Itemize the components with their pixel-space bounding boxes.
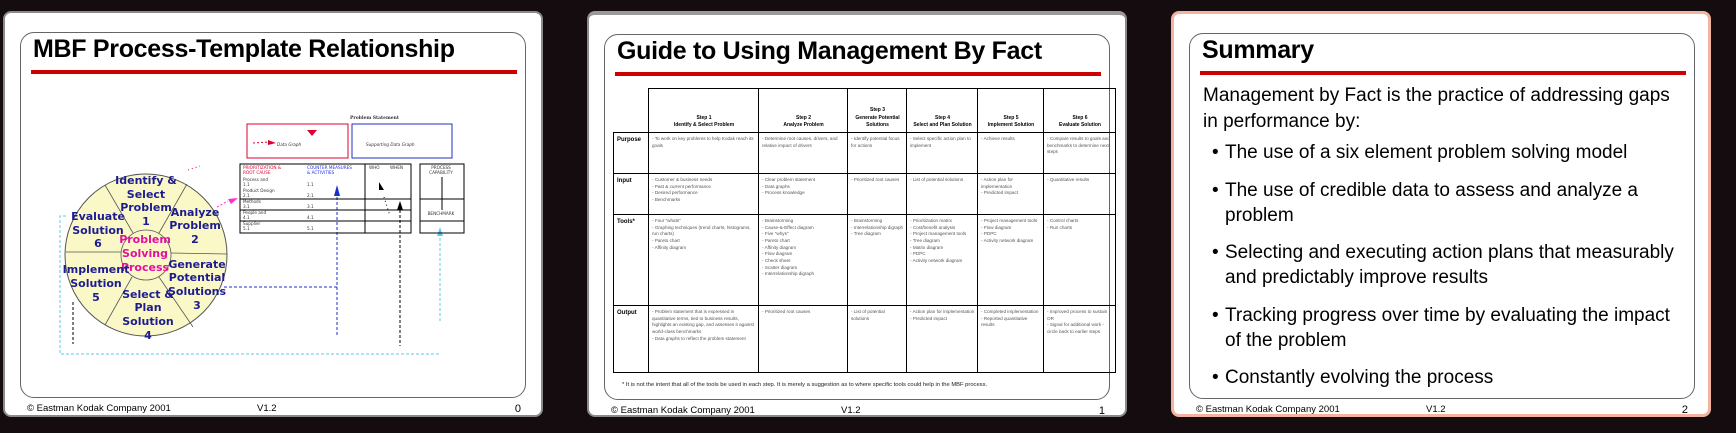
cell-item: - Graphing techniques (trend charts, histograms, run charts): [652, 225, 756, 238]
summary-bullets: [1212, 140, 1690, 403]
table-row: [614, 306, 1116, 373]
cell-item: - Matrix diagram: [910, 245, 975, 252]
table-cell: [907, 133, 978, 174]
row-label: Purpose: [614, 133, 649, 174]
table-cell: [978, 133, 1044, 174]
cell-item: - Process knowledge: [762, 190, 845, 197]
arrow-down-icon: [307, 130, 317, 136]
step-header: [848, 89, 907, 133]
svg-text:PROCESSCAPABILITY: PROCESS CAPABILITY: [429, 165, 453, 175]
cell-item: - Prioritization matrix: [910, 218, 975, 225]
slide-thumbnail-0[interactable]: [3, 11, 543, 417]
table-row: [614, 174, 1116, 215]
slide-thumbnail-2-selected[interactable]: [1171, 11, 1711, 417]
step-header: [907, 89, 978, 133]
cell-item: - Reported quantitative results: [981, 316, 1041, 329]
svg-text:Process and1.1: Process and 1.1: [243, 177, 269, 187]
cell-item: - Project management tools: [981, 218, 1041, 225]
cell-item: - Data graphs to reflect the problem statement: [652, 336, 756, 343]
row-label: Tools*: [614, 215, 649, 306]
table-cell: [649, 215, 759, 306]
cell-item: - Five "whys": [762, 231, 845, 238]
bullet-item: • The use of credible data to assess and analyze a problem: [1212, 179, 1638, 226]
cell-item: - Customer & business needs: [652, 177, 756, 184]
cell-item: - Run charts: [1047, 225, 1113, 232]
mbf-guide-table: [613, 88, 1116, 373]
cell-item: - Cause-&-Effect diagram: [762, 225, 845, 232]
footer-version: V1.2: [1426, 404, 1446, 415]
table-cell: [978, 215, 1044, 306]
header-line: Identify & Select Problem: [673, 121, 735, 128]
footer-copyright: © Eastman Kodak Company 2001: [1196, 404, 1340, 415]
wheel-segment-3: Generate Potential Solutions 3: [167, 258, 227, 312]
cell-item: - Four "whats": [652, 218, 756, 225]
cell-item: - Scatter diagram: [762, 265, 845, 272]
cell-item: - Prioritized root causes: [762, 309, 845, 316]
summary-intro: Management by Fact is the practice of addressing gaps in performance by:: [1203, 85, 1670, 132]
cell-item: - Past & current performance: [652, 184, 756, 191]
step-header: [978, 89, 1044, 133]
header-line: Step 6: [1072, 114, 1088, 121]
table-cell: [848, 306, 907, 373]
cell-item: - Interrelationship digraph: [762, 271, 845, 278]
arrow-up-icon: [437, 227, 443, 236]
svg-text:Data Graph: Data Graph: [277, 142, 302, 147]
table-cell: [978, 306, 1044, 373]
cell-item: - Flow diagram: [981, 225, 1041, 232]
cell-item: - PDPC: [981, 231, 1041, 238]
header-line: Analyze Problem: [783, 121, 824, 128]
slide-number: 2: [1681, 404, 1688, 416]
footer-version: V1.2: [257, 403, 277, 414]
cell-item: - Quantitative results: [1047, 177, 1113, 184]
cell-item: - Control charts: [1047, 218, 1113, 225]
svg-text:COUNTER MEASURES& ACTIVITIES: COUNTER MEASURES & ACTIVITIES: [307, 165, 352, 175]
table-cell: [978, 174, 1044, 215]
header-line: Step 4: [934, 114, 950, 121]
slide-number: 1: [1098, 405, 1105, 417]
bullet-item: • Constantly evolving the process: [1212, 367, 1494, 388]
slide-title: Summary: [1202, 36, 1314, 64]
header-line: Generate Potential Solutions: [855, 114, 900, 128]
step-header: [1044, 89, 1116, 133]
row-label: Output: [614, 306, 649, 373]
data-graph-box: [247, 124, 348, 158]
table-cell: [907, 306, 978, 373]
cell-item: - List of potential solutions: [851, 309, 904, 322]
table-cell: [1044, 306, 1116, 373]
svg-text:5.1: 5.1: [307, 226, 314, 231]
cell-item: - Pareto chart: [652, 238, 756, 245]
svg-text:People and4.1: People and 4.1: [243, 210, 267, 220]
svg-text:Product Design2.1: Product Design 2.1: [243, 188, 275, 198]
cell-item: - Action plan for implementation: [910, 309, 975, 316]
cell-item: - Completed implementation: [981, 309, 1041, 316]
table-row: [614, 215, 1116, 306]
cell-item: - Brainstorming: [762, 218, 845, 225]
cell-item: - Problem statement that is expressed in quantitative terms, tied to business results, highlights an existing gap, and assesses it against world-class benchmarks: [652, 309, 756, 336]
cell-item: - Activity network diagram: [981, 238, 1041, 245]
table-cell: [1044, 133, 1116, 174]
title-underline: [615, 72, 1101, 76]
cell-item: - Prioritized root causes: [851, 177, 904, 184]
svg-text:BENCHMARK: BENCHMARK: [427, 211, 455, 216]
cell-item: - Activity network diagram: [910, 258, 975, 265]
arrow-up-icon: [334, 185, 340, 196]
cell-item: - Flow diagram: [762, 251, 845, 258]
countermeasure-connector: [224, 190, 337, 287]
footer-version: V1.2: [841, 405, 861, 416]
table-cell: [1044, 174, 1116, 215]
problem-solving-wheel: [63, 174, 227, 342]
footer-copyright: © Eastman Kodak Company 2001: [27, 403, 171, 414]
wheel-center-label: Problem Solving Process: [119, 233, 171, 274]
table-cell: [759, 174, 848, 215]
svg-text:2.1: 2.1: [307, 193, 314, 198]
cell-item: - Determine root causes, drivers, and relative impact of drivers: [762, 136, 845, 149]
slide-number: 0: [514, 403, 521, 415]
cell-item: - Tree diagram: [851, 231, 904, 238]
table-cell: [848, 133, 907, 174]
header-line: Select and Plan Solution: [913, 121, 972, 128]
cell-item: - PDPC: [910, 251, 975, 258]
table-cell: [1044, 215, 1116, 306]
wheel-segment-2: Analyze Problem 2: [169, 206, 221, 246]
svg-text:Methods3.1: Methods 3.1: [243, 199, 261, 209]
wheel-segment-1: Identify & Select Problem 1: [115, 174, 177, 228]
svg-text:PRIORITIZATION &ROOT CAUSE: PRIORITIZATION & ROOT CAUSE: [243, 165, 282, 175]
bullet-item: • The use of a six element problem solving model: [1212, 142, 1628, 163]
arrow-icon: [379, 182, 384, 190]
svg-text:WHO: WHO: [369, 165, 380, 170]
wheel-segment-5: Implement Solution 5: [62, 263, 130, 304]
cell-item: - Check sheet: [762, 258, 845, 265]
slide-thumbnail-1[interactable]: [587, 11, 1127, 417]
table-cell: [759, 306, 848, 373]
cell-item: - Affinity diagram: [652, 245, 756, 252]
header-line: Step 1: [696, 114, 712, 121]
svg-text:WHEN: WHEN: [390, 165, 404, 170]
cell-item: - Interrelationship digraph: [851, 225, 904, 232]
svg-text:4.1: 4.1: [307, 215, 314, 220]
title-underline: [1200, 71, 1686, 75]
cell-item: - Data graphs: [762, 184, 845, 191]
table-cell: [759, 215, 848, 306]
table-cell: [759, 133, 848, 174]
bullet-item: • Tracking progress over time by evaluating the impact of the problem: [1212, 304, 1670, 351]
table-cell: [907, 215, 978, 306]
table-cell: [848, 215, 907, 306]
cell-item: - Affinity diagram: [762, 245, 845, 252]
slide-title: Guide to Using Management By Fact: [617, 37, 1042, 65]
svg-text:Supporting Data Graph: Supporting Data Graph: [366, 142, 415, 147]
step-header: [649, 89, 759, 133]
table-footnote: * It is not the intent that all of the tools be used in each step. It is merely a suggestion as to where specific tools could help in the MBF process.: [622, 382, 988, 388]
table-cell: [649, 174, 759, 215]
cell-item: - Signal for additional work - circle back to earlier steps: [1047, 322, 1113, 335]
cell-item: - Improved process to sustain OR: [1047, 309, 1113, 322]
cell-item: - Project management tools: [910, 231, 975, 238]
supporting-graph-box: [352, 124, 452, 158]
cell-item: - List of potential solutions: [910, 177, 975, 184]
cell-item: - Brainstorming: [851, 218, 904, 225]
cell-item: - To work on key problems to help Kodak reach its goals: [652, 136, 756, 149]
header-line: Implement Solution: [987, 121, 1035, 128]
cell-item: - Achieve results: [981, 136, 1041, 143]
cell-item: - Identify potential focus for actions: [851, 136, 904, 149]
table-cell: [848, 174, 907, 215]
wheel-segment-4: Select & Plan Solution 4: [122, 288, 174, 342]
table-cell: [907, 174, 978, 215]
cell-item: - Compare results to goals and benchmarks to determine next steps: [1047, 136, 1113, 156]
svg-text:Supplier5.1: Supplier 5.1: [243, 221, 261, 231]
header-line: Step 5: [1003, 114, 1019, 121]
process-template-diagram: [3, 11, 543, 417]
cell-item: - Benchmarks: [652, 197, 756, 204]
cell-item: - Predicted impact: [981, 190, 1041, 197]
cell-item: - Predicted impact: [910, 316, 975, 323]
arrow-right-icon: [228, 198, 238, 204]
svg-text:1.1: 1.1: [307, 182, 314, 187]
cell-item: - Tree diagram: [910, 238, 975, 245]
cell-item: - Desired performance: [652, 190, 756, 197]
slide-title: MBF Process-Template Relationship: [33, 35, 455, 63]
cell-item: - Pareto chart: [762, 238, 845, 245]
problem-template: [240, 115, 464, 233]
table-row: [614, 133, 1116, 174]
svg-text:Problem Statement: Problem Statement: [350, 116, 399, 121]
row-label: Input: [614, 174, 649, 215]
bullet-item: • Selecting and executing action plans that measurably and predictably improve results: [1212, 242, 1674, 288]
svg-text:3.1: 3.1: [307, 204, 314, 209]
wheel-segment-6: Evaluate Solution 6: [71, 210, 125, 250]
cell-item: - Clear problem statement: [762, 177, 845, 184]
cell-item: - Select specific action plan to implement: [910, 136, 975, 149]
table-cell: [649, 306, 759, 373]
step-header: [759, 89, 848, 133]
footer-copyright: © Eastman Kodak Company 2001: [611, 405, 755, 416]
cell-item: - Action plan for implementation: [981, 177, 1041, 190]
cell-item: - Cost/benefit analysis: [910, 225, 975, 232]
header-line: Evaluate Solution: [1059, 121, 1101, 128]
arrow-up-icon: [397, 201, 403, 210]
header-line: Step 2: [795, 114, 811, 121]
header-line: Step 3: [869, 107, 885, 114]
table-cell: [649, 133, 759, 174]
